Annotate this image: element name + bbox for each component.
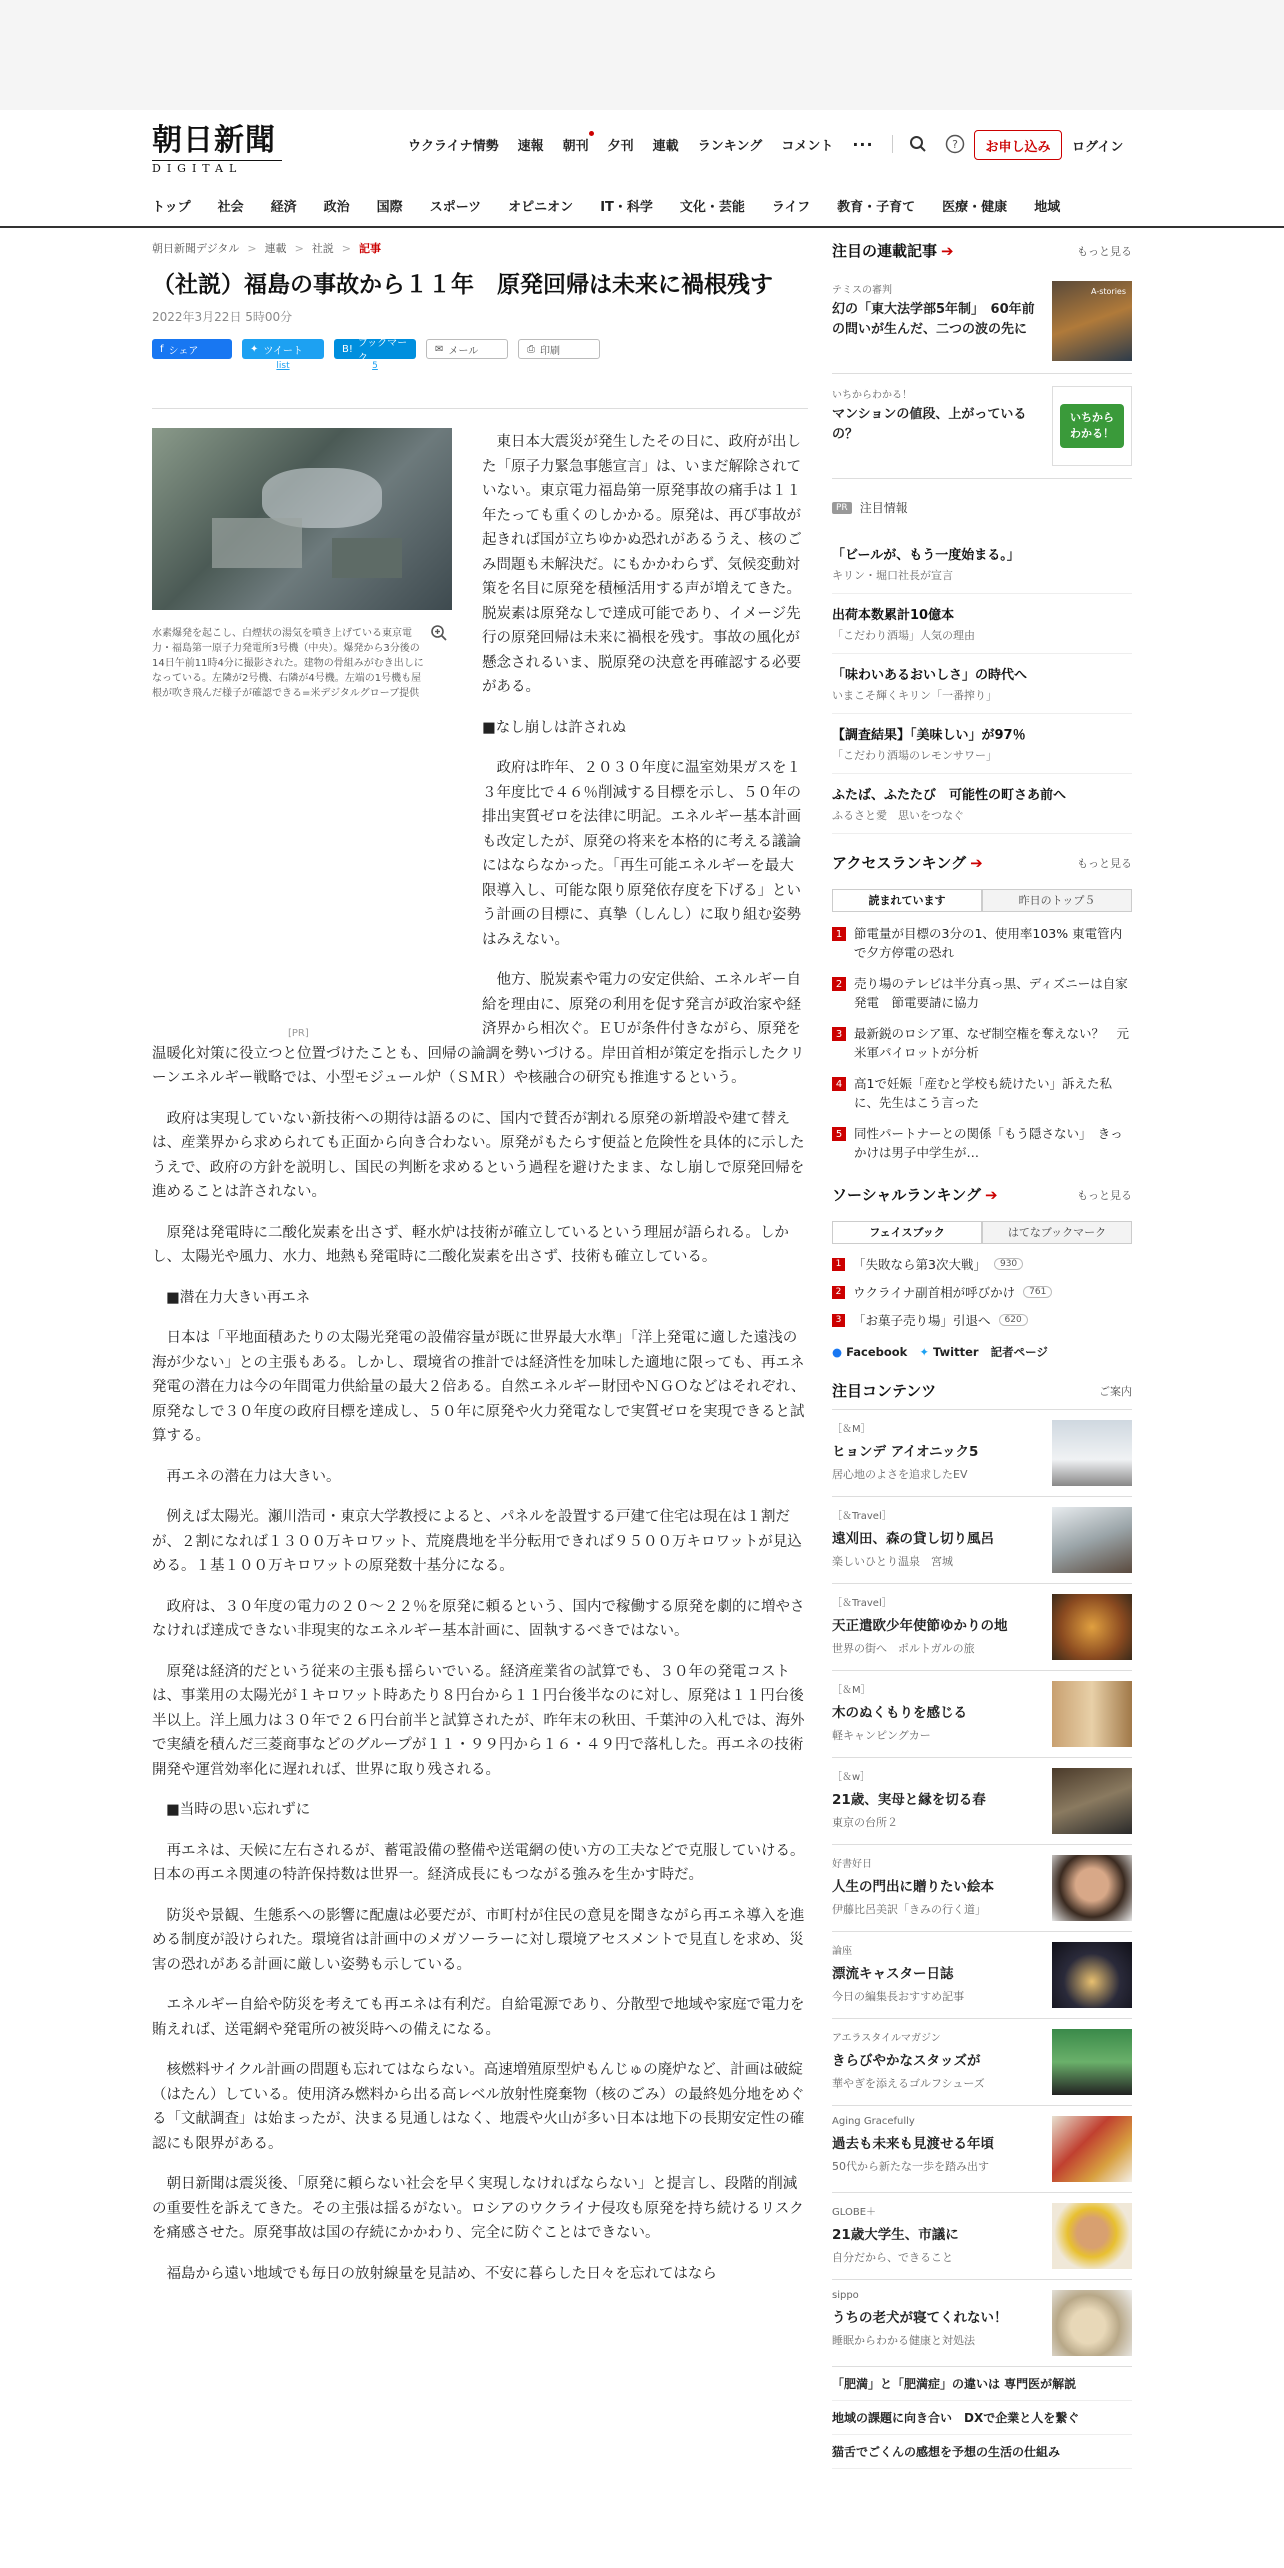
content-sub: 居心地のよさを追求したEV <box>832 1468 968 1481</box>
content-thumbnail <box>1052 1768 1132 1834</box>
site-header <box>0 110 1284 186</box>
subscribe-button[interactable]: お申し込み <box>974 130 1062 160</box>
content-thumbnail <box>1052 1942 1132 2008</box>
paragraph: 福島から遠い地域でも毎日の放射線量を見詰め、不安に暮らした日々を忘れてはなら <box>166 2265 717 2282</box>
article-body <box>152 430 808 2302</box>
ranking-title: 節電量が目標の3分の1、使用率103% 東電管内で夕方停電の恐れ <box>854 926 1123 960</box>
tab-yesterday-top5[interactable]: 昨日のトップ５ <box>982 889 1132 911</box>
promo-link[interactable]: 猫舌でごくんの感想を予想の生活の仕組み <box>832 2435 1132 2469</box>
content-title: 人生の門出に贈りたい絵本 <box>832 1879 994 1895</box>
content-title: 漂流キャスター日誌 <box>832 1966 954 1982</box>
social-count: 761 <box>1023 1286 1052 1298</box>
cat-health[interactable]: 医療・健康 <box>942 200 1008 215</box>
print-button[interactable] <box>518 339 600 359</box>
cat-opinion[interactable]: オピニオン <box>508 200 574 215</box>
nav-breaking[interactable]: 速報 <box>517 138 544 154</box>
pr-item[interactable] <box>832 654 1132 714</box>
content-thumbnail <box>1052 1420 1132 1486</box>
ranking-item[interactable] <box>832 1068 1132 1118</box>
logo-sub: DIGITAL <box>152 160 282 175</box>
ranking-title: 高1で妊娠「産むと学校も続けたい」訴えた私に、先生はこう言った <box>854 1076 1112 1110</box>
content-thumbnail <box>1052 2290 1132 2356</box>
series-headline: 幻の「東大法学部5年制」 60年前の問いが生んだ、二つの波の先に <box>832 302 1035 337</box>
article-main <box>152 240 808 2282</box>
facebook-follow-link[interactable] <box>832 1345 907 1359</box>
zoom-icon[interactable] <box>430 624 448 646</box>
facebook-icon: ● <box>832 1345 843 1359</box>
social-item[interactable] <box>832 1278 1132 1306</box>
access-ranking-header <box>832 852 1132 881</box>
logo-main: 朝日新聞 <box>152 123 276 158</box>
article-date: 2022年3月22日 5時00分 <box>152 310 293 324</box>
paragraph: 例えば太陽光。瀬川浩司・東京大学教授によると、パネルを設置する戸建て住宅は現在は１割だが、２割になれば１３００万キロワット、荒廃農地を半分転用できれば９５００万キロワットが見込める。１基１００万キロワットの原発数十基分になる。 <box>152 1509 802 1574</box>
print-icon: ⎙ <box>527 343 535 355</box>
content-title: 21歳大学生、市議に <box>832 2227 959 2243</box>
cat-education[interactable]: 教育・子育て <box>837 200 916 215</box>
search-icon[interactable] <box>909 135 927 153</box>
series-item[interactable] <box>832 374 1132 479</box>
ranking-item[interactable] <box>832 1018 1132 1068</box>
pr-item-title: 「ビールが、もう一度始まる。」 <box>832 548 1020 563</box>
paragraph: 政府は実現していない新技術への期待は語るのに、国内で賛否が割れる原発の新増設や建て替えは、産業界から求められても正面から向き合わない。原発がもたらす便益と危険性を具体的に示したうえで、政府の方針を説明し、国民の判断を求めるという過程を避けたまま、なし崩しで原発回帰を進めることは許されない。 <box>152 1110 805 1200</box>
content-kicker: ［＆M］ <box>832 1685 871 1696</box>
content-item[interactable] <box>832 1584 1132 1671</box>
pr-item-sub: キリン・堀口社長が宣言 <box>832 569 953 582</box>
social-item[interactable] <box>832 1306 1132 1334</box>
content-kicker: 論座 <box>832 1946 852 1957</box>
promo-link[interactable]: 地域の課題に向き合い DXで企業と人を繋ぐ <box>832 2401 1132 2435</box>
content-kicker: GLOBE＋ <box>832 2207 877 2218</box>
paragraph: 他方、脱炭素や電力の安定供給、エネルギー自給を理由に、原発の利用を促す発言が政治家や経済界から相次ぐ。ＥＵが条件付きながら、原発を温暖化対策に役立つと位置づけたことも、回帰の論調を勢いづける。岸田首相が策定を指示したクリーンエネルギー戦略では、小型モジュール炉（ＳＭＲ）や核融合の研究も推進するという。 <box>152 972 805 1086</box>
content-item[interactable] <box>832 1845 1132 1932</box>
ranking-item[interactable] <box>832 918 1132 968</box>
content-kicker: 好書好日 <box>832 1859 872 1870</box>
paragraph: 原発は経済的だという従来の主張も揺らいでいる。経済産業省の試算でも、３０年の発電コストは、事業用の太陽光が１キロワット時あたり８円台から１１円台後半なのに対し、原発は１１円台後半以上。洋上風力は３０年で２６円台前半と試算されたが、昨年末の秋田、千葉沖の入札では、海外で実績を積んだ三菱商事などのグループが１１・９９円から１６・４９円で落札した。再エネの技術開発や運営効率化に遅れれば、世界に取り残される。 <box>152 1663 805 1778</box>
content-title: うちの老犬が寝てくれない！ <box>832 2310 1008 2326</box>
content-sub: 軽キャンピングカー <box>832 1729 931 1742</box>
svg-text:?: ? <box>951 138 958 151</box>
nav-comment[interactable]: コメント <box>781 138 834 154</box>
paragraph: 政府は、３０年度の電力の２０～２２％を原発に頼るという、国内で稼働する原発を劇的に増やさなければ達成できない非現実的なエネルギー基本計画に、固執するべきではない。 <box>152 1598 805 1639</box>
nav-ranking[interactable]: ランキング <box>697 138 763 154</box>
social-ranking-header <box>832 1184 1132 1213</box>
access-ranking-title: アクセスランキング <box>832 854 967 872</box>
pr-title: 注目情報 <box>859 501 908 515</box>
facebook-follow-label: Facebook <box>846 1345 908 1359</box>
cat-culture[interactable]: 文化・芸能 <box>679 200 745 215</box>
access-more-link[interactable]: もっと見る <box>1077 856 1132 870</box>
social-item[interactable] <box>832 1250 1132 1278</box>
breadcrumb-current: 記事 <box>359 242 381 255</box>
nav-morning[interactable]: 朝刊 <box>563 135 589 154</box>
pr-label: [PR] <box>288 1028 309 1039</box>
ranking-item[interactable] <box>832 968 1132 1018</box>
content-thumbnail <box>1052 2116 1132 2182</box>
social-more-link[interactable]: もっと見る <box>1077 1188 1132 1202</box>
more-icon[interactable]: ··· <box>852 134 874 154</box>
photo-caption: 水素爆発を起こし、白煙状の湯気を噴き上げている東京電力・福島第一原子力発電所3号機（中央）。爆発から3分後の14日午前11時4分に撮影された。建物の骨組みがむき出しになっている。左隣が2号機、右隣が4号機。左端の1号機も屋根が吹き飛んだ様子が確認できる=米デジタルグローブ提供 <box>152 628 424 699</box>
content-thumbnail <box>1052 1855 1132 1921</box>
pr-item[interactable] <box>832 774 1132 834</box>
ranking-title: 売り場のテレビは半分真っ黒、ディズニーは自家発電 節電要請に協力 <box>854 976 1128 1010</box>
content-sub: 華やぎを添えるゴルフシューズ <box>832 2077 985 2090</box>
content-thumbnail <box>1052 1681 1132 1747</box>
hatena-count[interactable]: 5 <box>372 361 378 371</box>
content-kicker: ［＆M］ <box>832 1424 871 1435</box>
divider <box>892 135 893 153</box>
content-sub: 伊藤比呂美訳「きみの行く道」 <box>832 1903 986 1916</box>
facebook-icon: f <box>160 343 164 355</box>
breadcrumb-separator: > <box>294 241 304 255</box>
content-item[interactable] <box>832 2019 1132 2106</box>
article-photo[interactable] <box>152 428 452 610</box>
content-title: 過去も未来も見渡せる年頃 <box>832 2136 994 2152</box>
social-title: 「お菓子売り場」引退へ <box>853 1313 991 1328</box>
nav-evening[interactable]: 夕刊 <box>607 138 634 154</box>
rank-number: 2 <box>832 977 846 991</box>
pr-item-sub: ふるさと愛 思いをつなぐ <box>832 809 964 822</box>
paragraph: エネルギー自給や防災を考えても再エネは有利だ。自給電源であり、分散型で地域や家庭で電力を賄えれば、送電網や発電所の被災時への備えになる。 <box>152 1997 805 2038</box>
cat-it-science[interactable]: IT・科学 <box>600 200 653 215</box>
social-tabs <box>832 1221 1132 1244</box>
content-sub: 今日の編集長おすすめ記事 <box>832 1990 965 2003</box>
nav-series[interactable]: 連載 <box>652 138 679 154</box>
content-item[interactable] <box>832 2193 1132 2280</box>
top-nav <box>408 134 983 154</box>
photo-building <box>332 538 402 578</box>
content-title: きらびやかなスタッズが <box>832 2053 981 2069</box>
pr-item-title: 出荷本数累計10億本 <box>832 608 955 623</box>
facebook-share-label: シェア <box>168 345 199 357</box>
contents-title: 注目コンテンツ <box>832 1382 937 1400</box>
twitter-share-label: ツイート <box>263 345 303 357</box>
content-item[interactable] <box>832 2106 1132 2193</box>
follow-links <box>832 1344 1132 1360</box>
content-sub: 東京の台所２ <box>832 1816 898 1829</box>
breadcrumb-editorial[interactable]: 社説 <box>311 242 334 255</box>
breadcrumb-series[interactable]: 連載 <box>264 242 287 255</box>
pr-badge: PR <box>832 502 852 514</box>
breadcrumb-separator: > <box>341 241 351 255</box>
content-item[interactable] <box>832 1932 1132 2019</box>
series-thumbnail <box>1052 281 1132 361</box>
reporter-page-link[interactable]: 記者ページ <box>990 1345 1048 1359</box>
paragraph: 朝日新聞は震災後、「原発に頼らない社会を早く実現しなければならない」と提言し、段階的削減の重要性を訴えてきた。その主張は揺るがない。ロシアのウクライナ侵攻も原発を持ち続けるリスクを痛感させた。原発事故は国の存続にかかわり、完全に防ぐことはできない。 <box>152 2176 804 2241</box>
share-bar <box>152 338 808 371</box>
content-title: 木のぬくもりを感じる <box>832 1705 967 1721</box>
hatena-label: ブックマーク <box>357 338 408 364</box>
content-sub: 自分だから、できること <box>832 2251 953 2264</box>
breadcrumb-home[interactable]: 朝日新聞デジタル <box>152 242 240 255</box>
subheading: ■潜在力大きい再エネ <box>166 1289 311 1306</box>
series-headline: マンションの値段、上がっているの？ <box>832 407 1027 442</box>
cat-sports[interactable]: スポーツ <box>429 200 482 215</box>
series-thumbnail <box>1052 386 1132 466</box>
series-kicker: いちからわかる！ <box>832 390 912 401</box>
content-kicker: ［＆Travel］ <box>832 1598 892 1609</box>
twitter-share-button[interactable] <box>242 339 324 371</box>
arrow-right-icon: ➔ <box>984 1186 998 1204</box>
paragraph: 日本は「平地面積あたりの太陽光発電の設備容量が既に世界最大水準」「洋上発電に適した遠浅の海が少ない」との主張もある。しかし、環境省の推計では経済性を加味した適地に限っても、再エネ発電の潜在力は今の年間電力供給量の最大２倍ある。自然エネルギー財団やＮＧＯなどはそれぞれ、原発なしで３０年度の政府目標を達成し、５０年に原発や火力発電なしで実質ゼロを実現できると試算する。 <box>152 1330 806 1444</box>
content-sub: 世界の街へ ポルトガルの旅 <box>832 1642 975 1655</box>
paragraph: 防災や景観、生態系への影響に配慮は必要だが、市町村が住民の意見を聞きながら再エネ導入を進める制度が設けられた。環境省は計画中のメガソーラーに対し環境アセスメントで見直しを求め、災害の恐れがある計画に厳しい姿勢も示している。 <box>152 1907 805 1973</box>
ad-band <box>0 0 1284 110</box>
cat-economy[interactable]: 経済 <box>270 200 297 215</box>
paragraph: 再エネの潜在力は大きい。 <box>166 1468 341 1485</box>
login-link[interactable]: ログイン <box>1072 140 1124 155</box>
cat-life[interactable]: ライフ <box>771 200 811 215</box>
content-title: 21歳、実母と縁を切る春 <box>832 1792 986 1808</box>
rank-number: 1 <box>832 1258 845 1271</box>
content-kicker: Aging Gracefully <box>832 2116 915 2127</box>
twitter-follow-label: Twitter <box>932 1345 979 1359</box>
content-kicker: アエラスタイルマガジン <box>832 2033 941 2044</box>
arrow-right-icon: ➔ <box>941 242 954 260</box>
breadcrumb-separator: > <box>247 241 257 255</box>
series-badge: いちから わかる！ <box>1060 404 1124 448</box>
rank-number: 1 <box>832 927 846 941</box>
mail-share-button[interactable] <box>426 339 508 359</box>
content-item[interactable] <box>832 1758 1132 1845</box>
rank-number: 3 <box>832 1314 845 1327</box>
paragraph: 核燃料サイクル計画の問題も忘れてはならない。高速増殖原型炉もんじゅの廃炉など、計画は破綻（はたん）している。使用済み燃料から出る高レベル放射性廃棄物（核のごみ）の最終処分地をめぐる「文献調査」は始まったが、決まる見通しはなく、地震や火山が多い日本は地下の長期安定性の確認にも限界がある。 <box>152 2062 805 2152</box>
content-item[interactable] <box>832 1671 1132 1758</box>
content-kicker: sippo <box>832 2290 859 2301</box>
twitter-follow-link[interactable] <box>919 1345 978 1359</box>
facebook-share-button[interactable] <box>152 339 232 359</box>
page-title: （社説）福島の事故から１１年 原発回帰は未来に禍根残す <box>152 272 773 298</box>
paragraph: 政府は昨年、２０３０年度に温室効果ガスを１３年度比で４６％削減する目標を示し、５０年の排出実質ゼロを法律に明記。エネルギー基本計画も改定したが、原発の将来を本格的に考える議論にはならなかった。「再生可能エネルギーを最大限導入し、可能な限り原発依存度を下げる」という計画の目標に、真摯（しんし）に取り組む姿勢はみえない。 <box>482 760 801 948</box>
content-sub: 睡眠からわかる健康と対処法 <box>832 2334 975 2347</box>
photo-building <box>212 518 302 568</box>
cat-politics[interactable]: 政治 <box>323 200 350 215</box>
twitter-icon: ✦ <box>250 343 259 355</box>
social-count: 620 <box>999 1314 1028 1326</box>
pr-item-title: 【調査結果】「美味しい」が97％ <box>832 728 1026 743</box>
pr-item-title: ふたば、ふたたび 可能性の町さあ前へ <box>832 788 1067 803</box>
ranking-title: 同性パートナーとの関係「もう隠さない」 きっかけは男子中学生が… <box>854 1126 1123 1160</box>
content-thumbnail <box>1052 1594 1132 1660</box>
help-icon[interactable] <box>945 134 965 154</box>
hatena-bookmark-button[interactable] <box>334 338 416 371</box>
content-sub: 楽しいひとり温泉 宮城 <box>832 1555 953 1568</box>
hatena-icon: B! <box>342 343 353 355</box>
pr-item[interactable] <box>832 534 1132 594</box>
mail-icon: ✉ <box>435 343 444 355</box>
series-more-link[interactable]: もっと見る <box>1077 244 1132 258</box>
content-thumbnail <box>1052 1507 1132 1573</box>
cat-local[interactable]: 地域 <box>1034 200 1061 215</box>
social-title: 「失敗なら第3次大戦」 <box>853 1257 986 1272</box>
content-thumbnail <box>1052 2029 1132 2095</box>
series-item[interactable] <box>832 269 1132 374</box>
mail-label: メール <box>448 345 479 357</box>
ranking-item[interactable] <box>832 1118 1132 1168</box>
rank-number: 4 <box>832 1077 846 1091</box>
rank-number: 3 <box>832 1027 846 1041</box>
sidebar <box>832 240 1132 2469</box>
ranking-title: 最新鋭のロシア軍、なぜ制空権を奪えない？ 元米軍パイロットが分析 <box>854 1026 1130 1060</box>
twitter-icon: ✦ <box>919 1345 929 1359</box>
site-logo[interactable] <box>152 124 282 175</box>
paragraph: 再エネは、天候に左右されるが、蓄電設備の整備や送電網の使い方の工夫などで克服していける。日本の再エネ関連の特許保持数は世界一。経済成長にもつながる強みを生かす時だ。 <box>152 1842 805 1883</box>
social-ranking-title: ソーシャルランキング <box>832 1186 981 1204</box>
promo-link[interactable]: 「肥満」と「肥満症」の違いは 専門医が解説 <box>832 2367 1132 2401</box>
content-sub: 50代から新たな一歩を踏み出す <box>832 2160 989 2173</box>
tab-hatena[interactable]: はてなブックマーク <box>982 1221 1132 1243</box>
tab-facebook[interactable]: フェイスブック <box>832 1221 982 1243</box>
subheading: ■当時の思い忘れずに <box>166 1802 311 1818</box>
rank-number: 5 <box>832 1127 846 1141</box>
series-kicker: テミスの審判 <box>832 285 892 296</box>
content-item[interactable] <box>832 2280 1132 2367</box>
paragraph: 東日本大震災が発生したその日に、政府が出した「原子力緊急事態宣言」は、いまだ解除されていない。東京電力福島第一原発事故の痛手は１１年たっても重くのしかかる。原発は、再び事故が起きれば国が立ちゆかぬ恐れがあるうえ、核のごみ問題も未解決だ。にもかかわらず、気候変動対策を名目に原発を積極活用する声が増えてきた。脱炭素は原発なしで達成可能であり、イメージ先行の原発回帰は未来に禍根を残す。事故の風化が懸念されるいま、脱原発の決意を再確認する必要がある。 <box>482 434 802 695</box>
contents-header <box>832 1380 1132 1410</box>
series-title: 注目の連載記事 <box>832 242 938 260</box>
content-title: 天正遣欧少年使節ゆかりの地 <box>832 1618 1008 1634</box>
breadcrumb <box>152 240 808 256</box>
nav-ukraine[interactable]: ウクライナ情勢 <box>408 138 499 154</box>
category-nav <box>0 186 1284 228</box>
content-item[interactable] <box>832 1497 1132 1584</box>
cat-society[interactable]: 社会 <box>217 200 244 215</box>
contents-guide-link[interactable]: ご案内 <box>1099 1384 1132 1398</box>
content-kicker: ［＆Travel］ <box>832 1511 892 1522</box>
series-header <box>832 240 1132 269</box>
pr-item-sub: いまこそ輝くキリン「一番搾り」 <box>832 689 997 702</box>
pr-item-sub: 「こだわり酒場」人気の理由 <box>832 629 975 642</box>
pr-header <box>832 499 1132 516</box>
series-badge: A-stories <box>1091 287 1126 296</box>
paragraph: 原発は発電時に二酸化炭素を出さず、軽水炉は技術が確立しているという理屈が語られる。しかし、太陽光や風力、水力、地熱も発電時に二酸化炭素を出さず、技術も確立している。 <box>152 1224 789 1265</box>
pr-item-sub: 「こだわり酒場のレモンサワー」 <box>832 749 997 762</box>
rank-number: 2 <box>832 1286 845 1299</box>
pr-item[interactable] <box>832 594 1132 654</box>
tab-most-read[interactable]: 読まれています <box>832 889 982 911</box>
access-tabs <box>832 889 1132 912</box>
content-title: 遠刈田、森の貸し切り風呂 <box>832 1531 994 1547</box>
twitter-count[interactable]: list <box>276 361 290 371</box>
content-thumbnail <box>1052 2203 1132 2269</box>
content-kicker: ［＆w］ <box>832 1772 871 1783</box>
pr-item[interactable] <box>832 714 1132 774</box>
print-label: 印刷 <box>540 345 560 357</box>
social-title: ウクライナ副首相が呼びかけ <box>853 1285 1016 1300</box>
cat-top[interactable]: トップ <box>152 200 191 215</box>
divider <box>152 408 808 409</box>
subheading: ■なし崩しは許されぬ <box>482 719 627 736</box>
content-title: ヒョンデ アイオニック5 <box>832 1444 979 1460</box>
social-count: 930 <box>994 1258 1023 1270</box>
arrow-right-icon: ➔ <box>970 854 983 872</box>
pr-item-title: 「味わいあるおいしさ」の時代へ <box>832 668 1028 683</box>
cat-international[interactable]: 国際 <box>376 200 403 215</box>
content-item[interactable] <box>832 1410 1132 1497</box>
